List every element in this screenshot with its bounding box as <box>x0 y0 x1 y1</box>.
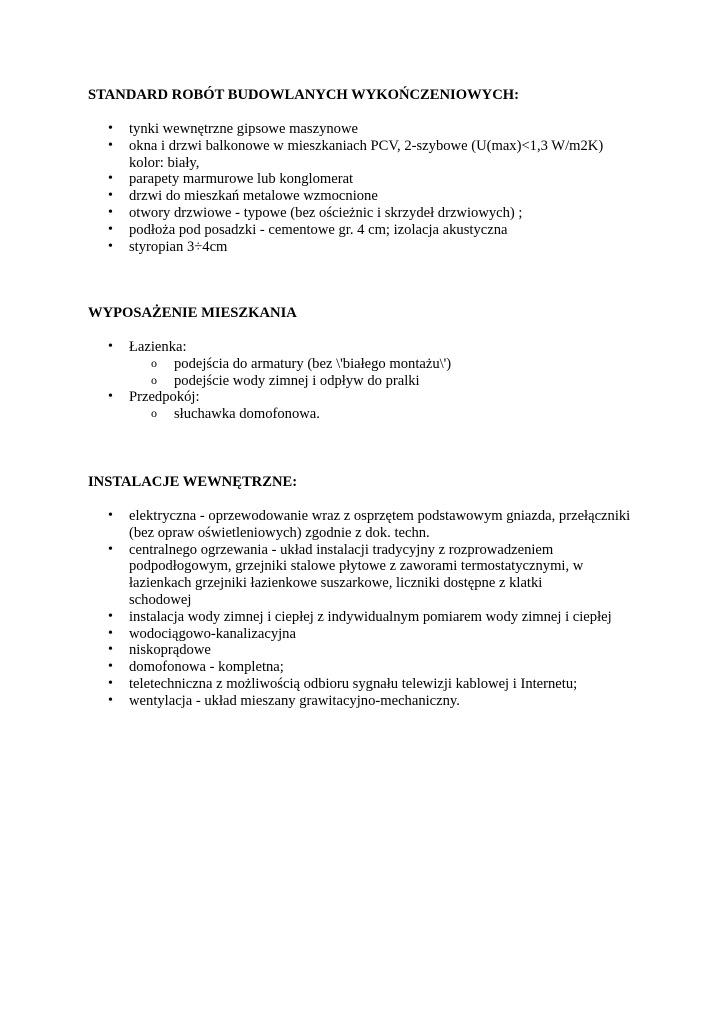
list-item: • wentylacja - układ mieszany grawitacyjno-mechaniczny. <box>88 693 648 710</box>
list-item: • instalacja wody zimnej i ciepłej z indywidualnym pomiarem wody zimnej i ciepłej <box>88 609 648 626</box>
wyposazenie-list <box>88 339 648 423</box>
section-heading-wyposazenie: WYPOSAŻENIE MIESZKANIA <box>88 305 297 321</box>
sublist-item: o słuchawka domofonowa. <box>129 406 648 423</box>
list-item-lazienka <box>88 339 648 389</box>
list-item: • drzwi do mieszkań metalowe wzmocnione <box>88 188 648 205</box>
list-item: • parapety marmurowe lub konglomerat <box>88 171 648 188</box>
section-heading-instalacje: INSTALACJE WEWNĘTRZNE: <box>88 474 298 490</box>
list-item: • elektryczna - oprzewodowanie wraz z osprzętem podstawowym gniazda, przełączniki (bez opraw oświetleniowych) zgodnie z dok. techn. <box>88 508 648 542</box>
list-item: • niskoprądowe <box>88 642 648 659</box>
lazienka-sublist <box>129 356 648 390</box>
list-item: • styropian 3÷4cm <box>88 239 648 256</box>
sublist-item: o podejście wody zimnej i odpływ do pralki <box>129 373 648 390</box>
list-item: • tynki wewnętrzne gipsowe maszynowe <box>88 121 648 138</box>
standard-list <box>88 121 648 255</box>
list-item: • domofonowa - kompletna; <box>88 659 648 676</box>
sublist-item: o podejścia do armatury (bez \'białego montażu\') <box>129 356 648 373</box>
list-item-przedpokoj <box>88 389 648 423</box>
section-heading-standard: STANDARD ROBÓT BUDOWLANYCH WYKOŃCZENIOWYCH: <box>88 87 519 103</box>
group-label: Przedpokój: <box>129 389 200 406</box>
list-item: • podłoża pod posadzki - cementowe gr. 4 cm; izolacja akustyczna <box>88 222 648 239</box>
list-item: • okna i drzwi balkonowe w mieszkaniach PCV, 2-szybowe (U(max)<1,3 W/m2K) kolor: biały, <box>88 138 609 172</box>
przedpokoj-sublist <box>129 406 648 423</box>
group-label: Łazienka: <box>129 339 187 355</box>
list-item: • centralnego ogrzewania - układ instalacji tradycyjny z rozprowadzeniem podpodłogowym, grzejniki stalowe płytowe z zaworami termostatycznymi, w łazienkach grzejniki łazienkowe suszarkowe, liczniki dostępne z klatki schodowej <box>88 542 589 609</box>
list-item: • wodociągowo-kanalizacyjna <box>88 626 648 643</box>
list-item: • otwory drzwiowe - typowe (bez ościeżnic i skrzydeł drzwiowych) ; <box>88 205 648 222</box>
instalacje-list <box>88 508 648 710</box>
list-item: • teletechniczna z możliwością odbioru sygnału telewizji kablowej i Internetu; <box>88 676 648 693</box>
